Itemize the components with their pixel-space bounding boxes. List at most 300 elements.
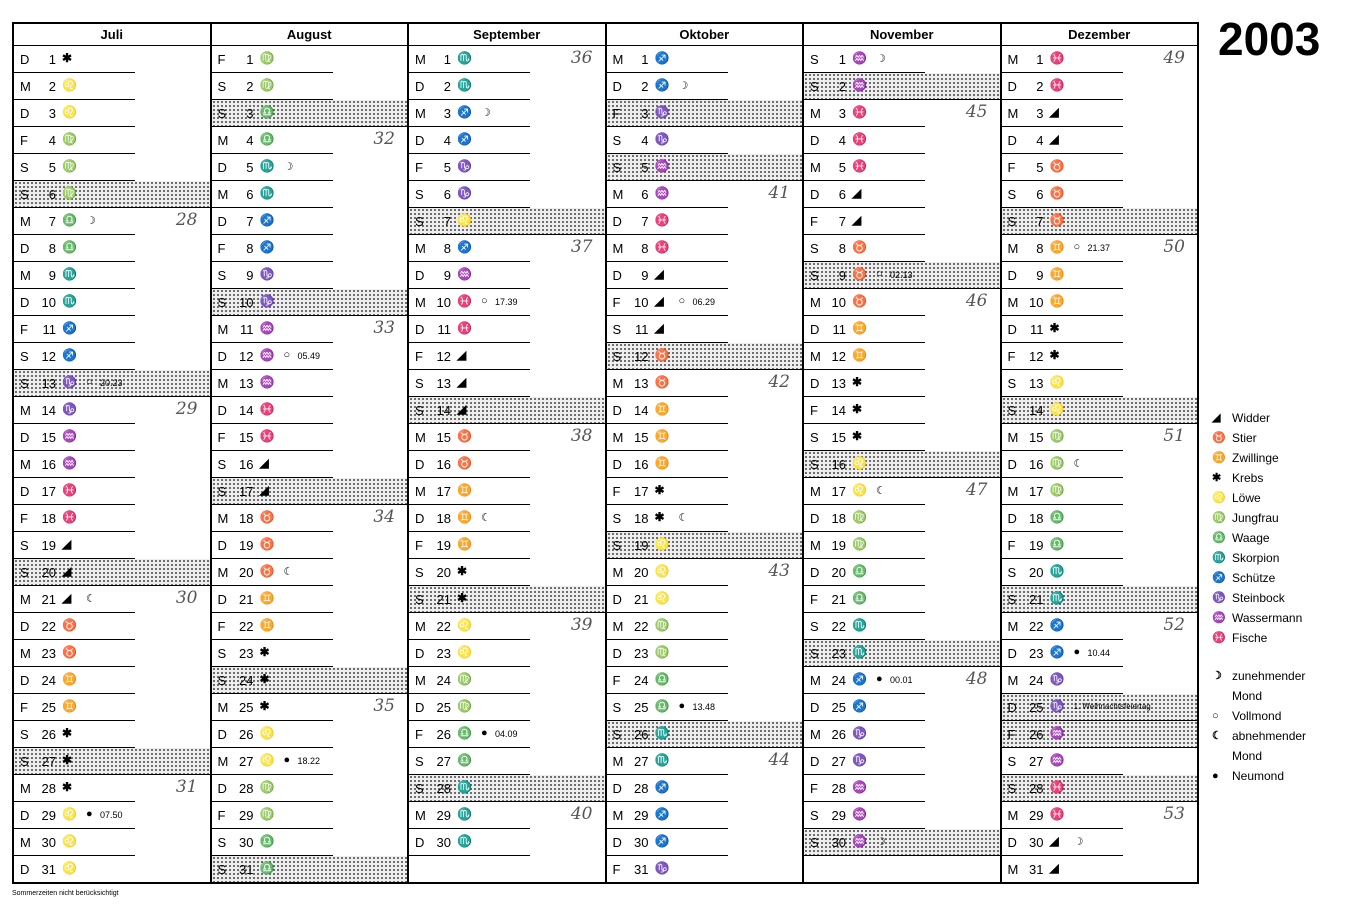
day-row xyxy=(1002,829,1198,856)
legend-item-moon xyxy=(1212,666,1332,706)
day-row xyxy=(607,235,803,262)
moon-phase-time: 13.48 xyxy=(692,702,716,712)
weekday-letter: D xyxy=(217,160,227,175)
zodiac-icon: ♍ xyxy=(1049,456,1064,470)
moon-phase-icon: ● xyxy=(1212,770,1219,782)
day-number: 21 xyxy=(634,592,649,607)
zodiac-icon: ♏ xyxy=(62,267,76,281)
day-number: 22 xyxy=(634,619,649,634)
zodiac-icon: ♒ xyxy=(259,348,274,362)
day-number: 6 xyxy=(1036,187,1044,202)
day-number: 22 xyxy=(436,619,451,634)
zodiac-icon: ◢ xyxy=(654,321,663,335)
week-number: 53 xyxy=(1163,804,1185,824)
zodiac-icon: ♊ xyxy=(457,483,471,497)
zodiac-icon: ♊ xyxy=(654,429,669,443)
zodiac-icon: ✱ xyxy=(1049,321,1059,335)
zodiac-icon: ♐ xyxy=(1049,618,1064,632)
weekday-letter: M xyxy=(415,295,426,310)
moon-phase-icon: ☽ xyxy=(1073,836,1084,848)
day-number: 2 xyxy=(443,79,451,94)
weekday-letter: M xyxy=(612,241,624,256)
day-row xyxy=(607,370,803,397)
zodiac-icon: ♑ xyxy=(259,267,274,281)
day-row xyxy=(607,424,803,451)
day-row xyxy=(607,559,803,586)
day-row xyxy=(212,127,408,154)
weekday-letter: S xyxy=(217,673,227,688)
day-row xyxy=(804,667,1000,694)
week-number: 49 xyxy=(1163,48,1185,68)
zodiac-icon: ♒ xyxy=(654,159,669,173)
zodiac-icon: ✱ xyxy=(62,753,72,767)
day-number: 24 xyxy=(831,673,846,688)
weekday-letter: S xyxy=(415,592,424,607)
weekday-letter: F xyxy=(612,295,621,310)
legend-label: Schütze xyxy=(1232,571,1276,585)
day-number: 11 xyxy=(437,322,451,337)
zodiac-icon: ♉ xyxy=(259,564,274,578)
day-row xyxy=(804,289,1000,316)
day-number: 3 xyxy=(443,106,451,121)
week-number: 35 xyxy=(373,696,395,716)
day-number: 17 xyxy=(831,484,846,499)
day-row xyxy=(607,289,803,316)
day-number: 9 xyxy=(1036,268,1044,283)
day-number: 8 xyxy=(246,241,254,256)
weekday-letter: M xyxy=(20,79,31,94)
weekday-letter: F xyxy=(20,700,28,715)
moon-phase-icon: ☽ xyxy=(481,107,491,119)
zodiac-icon: ♓ xyxy=(852,105,866,119)
day-row xyxy=(1002,46,1198,73)
zodiac-icon: ♒ xyxy=(852,780,866,794)
day-number: 9 xyxy=(48,268,56,283)
day-number: 16 xyxy=(239,457,254,472)
zodiac-icon: ♍ xyxy=(1049,483,1064,497)
day-number: 11 xyxy=(42,322,56,337)
zodiac-icon: ✱ xyxy=(654,483,664,497)
weekday-letter: M xyxy=(415,241,426,256)
day-row xyxy=(1002,748,1198,775)
weekday-letter: S xyxy=(810,646,819,661)
week-number: 33 xyxy=(373,318,395,338)
day-row xyxy=(14,208,210,235)
weekday-letter: M xyxy=(810,349,821,364)
zodiac-icon: ♏ xyxy=(457,780,471,794)
day-row xyxy=(212,856,408,883)
day-row xyxy=(804,613,1000,640)
weekday-letter: F xyxy=(217,241,226,256)
zodiac-icon: ♑ xyxy=(1049,699,1064,713)
weekday-letter: F xyxy=(810,781,818,796)
weekday-letter: S xyxy=(217,79,227,94)
day-number: 14 xyxy=(1029,403,1044,418)
zodiac-icon: ♍ xyxy=(852,510,866,524)
day-row xyxy=(409,154,605,181)
weekday-letter: F xyxy=(612,862,621,877)
moon-phase-icon: ○ xyxy=(86,376,93,388)
weekday-letter: S xyxy=(20,376,29,391)
zodiac-icon: ♍ xyxy=(654,645,669,659)
weekday-letter: F xyxy=(810,403,818,418)
day-row xyxy=(1002,208,1198,235)
day-row xyxy=(212,775,408,802)
day-row xyxy=(1002,694,1198,721)
day-number: 24 xyxy=(41,673,56,688)
weekday-letter: F xyxy=(20,133,28,148)
zodiac-icon: ♎ xyxy=(852,564,866,578)
weekday-letter: M xyxy=(810,484,821,499)
zodiac-icon: ♑ xyxy=(457,159,471,173)
day-row xyxy=(1002,559,1198,586)
zodiac-icon: ♉ xyxy=(852,294,866,308)
zodiac-icon: ♊ xyxy=(852,348,866,362)
moon-phase-time: 20.23 xyxy=(100,378,123,388)
zodiac-icon: ♓ xyxy=(62,483,76,497)
legend-label: Skorpion xyxy=(1232,551,1280,565)
weekday-letter: F xyxy=(415,349,423,364)
month-column xyxy=(1002,24,1198,882)
weekday-letter: S xyxy=(612,727,622,742)
day-number: 26 xyxy=(239,727,254,742)
day-row xyxy=(212,694,408,721)
weekday-letter: M xyxy=(20,781,31,796)
zodiac-icon: ♍ xyxy=(62,132,76,146)
day-number: 28 xyxy=(634,781,649,796)
legend-item-zodiac xyxy=(1212,568,1332,588)
day-number: 3 xyxy=(48,106,56,121)
moon-phase-icon: ☾ xyxy=(86,593,96,605)
zodiac-icon: ♐ xyxy=(654,780,669,794)
day-row xyxy=(607,694,803,721)
weekday-letter: M xyxy=(612,52,624,67)
weekday-letter: S xyxy=(1007,565,1017,580)
day-row xyxy=(607,748,803,775)
weekday-letter: M xyxy=(217,187,229,202)
zodiac-icon: ◢ xyxy=(259,483,268,497)
weekday-letter: D xyxy=(20,619,30,634)
zodiac-icon: ◢ xyxy=(1049,861,1058,875)
zodiac-icon: ♑ xyxy=(259,294,274,308)
weekday-letter: M xyxy=(20,268,31,283)
day-row xyxy=(409,343,605,370)
zodiac-icon: ✱ xyxy=(1049,348,1059,362)
zodiac-icon: ♐ xyxy=(1212,572,1226,584)
day-row xyxy=(212,802,408,829)
day-row xyxy=(804,532,1000,559)
weekday-letter: D xyxy=(1007,79,1017,94)
day-number: 10 xyxy=(239,295,254,310)
day-number: 17 xyxy=(41,484,56,499)
zodiac-icon: ♐ xyxy=(62,348,76,362)
zodiac-icon: ♎ xyxy=(654,699,669,713)
zodiac-icon: ♐ xyxy=(1049,645,1064,659)
weekday-letter: F xyxy=(217,619,226,634)
weekday-letter: S xyxy=(810,79,819,94)
weekday-letter: F xyxy=(217,430,226,445)
legend-item-moon xyxy=(1212,726,1332,766)
day-row xyxy=(607,856,803,883)
weekday-letter: F xyxy=(612,484,621,499)
moon-phase-icon: ● xyxy=(283,754,291,766)
day-row xyxy=(1002,100,1198,127)
zodiac-icon: ♌ xyxy=(654,537,669,551)
zodiac-icon: ♎ xyxy=(852,591,866,605)
day-row xyxy=(607,775,803,802)
day-row xyxy=(212,235,408,262)
day-number: 18 xyxy=(1029,511,1044,526)
day-number: 26 xyxy=(634,727,649,742)
zodiac-icon: ♉ xyxy=(852,240,866,254)
weekday-letter: S xyxy=(1007,754,1017,769)
day-number: 17 xyxy=(634,484,649,499)
day-row xyxy=(607,316,803,343)
weekday-letter: S xyxy=(415,781,424,796)
weekday-letter: D xyxy=(810,754,820,769)
day-number: 22 xyxy=(831,619,846,634)
day-number: 1 xyxy=(1036,52,1044,67)
week-number: 43 xyxy=(768,561,790,581)
zodiac-icon: ♏ xyxy=(259,159,274,173)
weekday-letter: D xyxy=(217,727,227,742)
day-row xyxy=(212,100,408,127)
day-number: 18 xyxy=(436,511,451,526)
moon-phase-icon: ☾ xyxy=(283,566,294,578)
day-row xyxy=(14,100,210,127)
day-number: 6 xyxy=(641,187,649,202)
day-number: 14 xyxy=(634,403,649,418)
day-row xyxy=(212,181,408,208)
weekday-letter: S xyxy=(1007,214,1017,229)
day-row xyxy=(14,262,210,289)
day-row xyxy=(409,640,605,667)
day-row xyxy=(1002,640,1198,667)
weekday-letter: D xyxy=(810,133,820,148)
zodiac-icon: ♌ xyxy=(1049,402,1064,416)
weekday-letter: M xyxy=(612,619,624,634)
legend-label: Zwillinge xyxy=(1232,451,1279,465)
legend-label: Neumond xyxy=(1232,769,1285,783)
day-row xyxy=(607,397,803,424)
weekday-letter: D xyxy=(1007,646,1017,661)
zodiac-icon: ◢ xyxy=(852,213,861,227)
day-row xyxy=(14,748,210,775)
weekday-letter: F xyxy=(612,673,621,688)
week-number: 52 xyxy=(1163,615,1185,635)
calendar-grid xyxy=(12,22,1199,884)
day-row xyxy=(14,181,210,208)
day-row xyxy=(14,424,210,451)
weekday-letter: D xyxy=(1007,268,1017,283)
day-number: 23 xyxy=(239,646,254,661)
zodiac-icon: ✱ xyxy=(62,51,72,65)
week-number: 42 xyxy=(768,372,790,392)
day-row xyxy=(607,100,803,127)
week-number: 39 xyxy=(570,615,593,635)
day-number: 21 xyxy=(239,592,254,607)
day-row xyxy=(212,532,408,559)
zodiac-icon: ♍ xyxy=(259,78,274,92)
day-row xyxy=(14,343,210,370)
day-row xyxy=(409,235,605,262)
day-row xyxy=(1002,478,1198,505)
weekday-letter: D xyxy=(1007,835,1017,850)
day-number: 15 xyxy=(831,430,846,445)
zodiac-icon: ♊ xyxy=(457,510,471,524)
legend-label: Krebs xyxy=(1232,471,1264,485)
day-row xyxy=(804,235,1000,262)
day-number: 16 xyxy=(831,457,846,472)
day-number: 15 xyxy=(41,430,56,445)
weekday-letter: S xyxy=(20,538,29,553)
day-number: 9 xyxy=(443,268,451,283)
day-number: 14 xyxy=(436,403,451,418)
zodiac-icon: ✱ xyxy=(852,375,862,389)
weekday-letter: M xyxy=(1007,808,1019,823)
day-row xyxy=(1002,586,1198,613)
weekday-letter: M xyxy=(1007,430,1019,445)
weekday-letter: S xyxy=(217,457,227,472)
weekday-letter: D xyxy=(612,781,622,796)
day-number: 1 xyxy=(246,52,254,67)
weekday-letter: F xyxy=(415,727,423,742)
zodiac-icon: ♉ xyxy=(62,618,76,632)
month-title: November xyxy=(804,24,1000,46)
zodiac-icon: ♏ xyxy=(654,726,669,740)
day-number: 17 xyxy=(1029,484,1044,499)
day-number: 4 xyxy=(246,133,254,148)
day-number: 19 xyxy=(41,538,56,553)
day-number: 31 xyxy=(239,862,254,877)
zodiac-icon: ♌ xyxy=(852,456,866,470)
day-row xyxy=(607,262,803,289)
day-number: 4 xyxy=(1036,133,1044,148)
weekday-letter: M xyxy=(415,106,426,121)
zodiac-icon: ♏ xyxy=(1049,591,1064,605)
legend-label: Widder xyxy=(1232,411,1271,425)
day-row xyxy=(409,478,605,505)
zodiac-icon: ◢ xyxy=(1049,105,1058,119)
legend-item-zodiac xyxy=(1212,548,1332,568)
moon-phase-icon: ☽ xyxy=(678,80,689,92)
weekday-letter: D xyxy=(415,835,425,850)
weekday-letter: S xyxy=(810,835,819,850)
zodiac-icon: ♏ xyxy=(852,645,866,659)
day-row xyxy=(804,586,1000,613)
day-row xyxy=(212,451,408,478)
zodiac-icon: ◢ xyxy=(62,564,71,578)
day-number: 24 xyxy=(436,673,451,688)
weekday-letter: M xyxy=(1007,295,1019,310)
weekday-letter: D xyxy=(20,295,30,310)
day-number: 27 xyxy=(41,754,56,769)
weekday-letter: D xyxy=(1007,133,1017,148)
zodiac-icon: ♐ xyxy=(259,240,274,254)
day-number: 31 xyxy=(1029,862,1044,877)
day-number: 3 xyxy=(246,106,254,121)
moon-phase-icon: ● xyxy=(1073,646,1081,658)
zodiac-icon: ◢ xyxy=(1049,132,1058,146)
weekday-letter: D xyxy=(810,187,820,202)
weekday-letter: S xyxy=(217,862,227,877)
weekday-letter: M xyxy=(810,295,821,310)
month-column xyxy=(14,24,212,882)
moon-phase-icon: ☾ xyxy=(876,485,886,497)
zodiac-icon: ✱ xyxy=(259,672,269,686)
day-number: 13 xyxy=(436,376,451,391)
day-row xyxy=(14,73,210,100)
zodiac-icon: ♐ xyxy=(852,672,866,686)
weekday-letter: M xyxy=(612,187,624,202)
day-row xyxy=(804,262,1000,289)
day-row xyxy=(212,154,408,181)
zodiac-icon: ♊ xyxy=(852,321,866,335)
weekday-letter: M xyxy=(415,673,426,688)
day-number: 14 xyxy=(41,403,56,418)
zodiac-icon: ♒ xyxy=(259,321,274,335)
month-title: September xyxy=(409,24,605,46)
day-number: 5 xyxy=(838,160,846,175)
day-number: 3 xyxy=(838,106,846,121)
week-number: 30 xyxy=(175,588,198,608)
day-row xyxy=(804,829,1000,856)
day-row xyxy=(1002,154,1198,181)
weekday-letter: D xyxy=(612,79,622,94)
legend-item-zodiac xyxy=(1212,608,1332,628)
zodiac-icon: ♓ xyxy=(259,429,274,443)
week-number: 29 xyxy=(175,399,198,419)
day-number: 22 xyxy=(1029,619,1044,634)
weekday-letter: S xyxy=(612,700,622,715)
day-number: 29 xyxy=(239,808,254,823)
zodiac-icon: ♌ xyxy=(654,591,669,605)
day-row xyxy=(1002,235,1198,262)
day-number: 20 xyxy=(41,565,56,580)
zodiac-icon: ♑ xyxy=(62,375,76,389)
moon-phase-time: 17.39 xyxy=(495,297,518,307)
zodiac-icon: ♒ xyxy=(1212,612,1226,624)
day-number: 9 xyxy=(246,268,254,283)
legend-label: Fische xyxy=(1232,631,1268,645)
day-row xyxy=(212,829,408,856)
day-number: 29 xyxy=(436,808,451,823)
week-number: 32 xyxy=(373,129,395,149)
zodiac-icon: ♓ xyxy=(1049,51,1064,65)
day-row xyxy=(804,370,1000,397)
day-number: 5 xyxy=(1036,160,1044,175)
day-row xyxy=(1002,802,1198,829)
weekday-letter: S xyxy=(20,187,29,202)
zodiac-icon: ♉ xyxy=(1049,213,1064,227)
day-row xyxy=(804,424,1000,451)
day-number: 8 xyxy=(641,241,649,256)
zodiac-icon: ♎ xyxy=(1049,510,1064,524)
zodiac-icon: ◢ xyxy=(62,591,71,605)
day-row xyxy=(1002,289,1198,316)
day-number: 23 xyxy=(634,646,649,661)
zodiac-icon: ♑ xyxy=(1212,592,1226,604)
day-number: 19 xyxy=(1029,538,1044,553)
day-row xyxy=(14,451,210,478)
day-number: 8 xyxy=(1036,241,1044,256)
day-number: 21 xyxy=(41,592,56,607)
day-number: 19 xyxy=(436,538,451,553)
legend-label: Waage xyxy=(1232,531,1270,545)
zodiac-icon: ✱ xyxy=(852,429,862,443)
weekday-letter: D xyxy=(20,52,30,67)
zodiac-icon: ♌ xyxy=(457,645,471,659)
